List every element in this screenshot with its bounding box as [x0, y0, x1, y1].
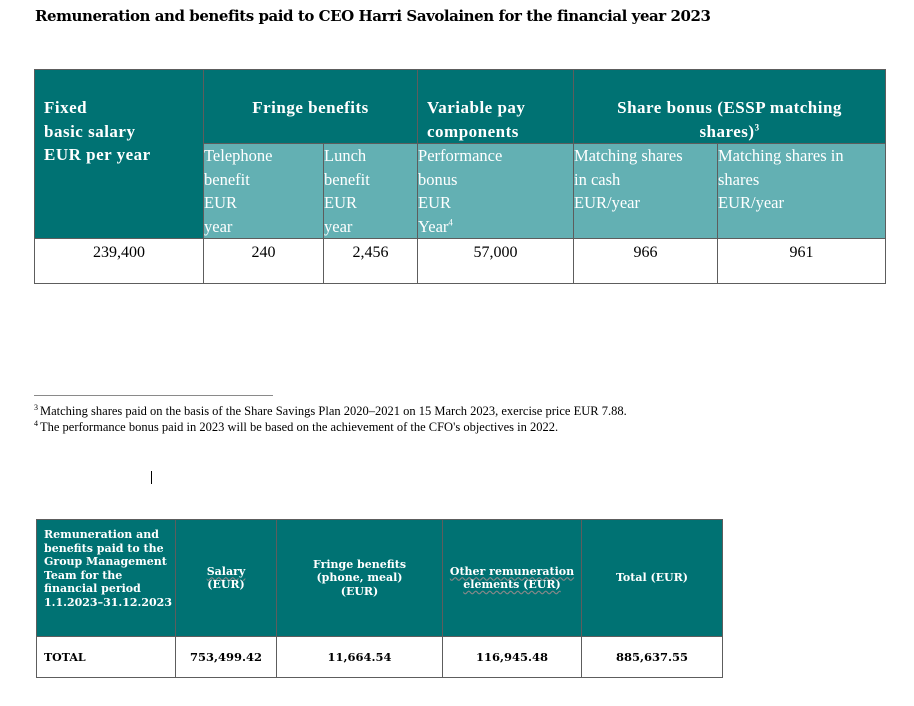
- table-row: [35, 239, 886, 284]
- performance-bonus-header: [418, 144, 574, 239]
- other-header-line: elements (EUR): [463, 578, 561, 591]
- matching-cash-value: 966: [574, 239, 718, 284]
- salary-header-line: Salary: [206, 564, 246, 578]
- group-management-table: [36, 519, 723, 678]
- fixed-salary-header-line: basic salary: [44, 121, 136, 141]
- matching-shares-header-line: shares: [718, 169, 760, 189]
- performance-header-line: Year: [418, 216, 449, 236]
- total-header: [582, 520, 723, 637]
- footnote: [34, 403, 627, 419]
- fringe-header-line: (EUR): [340, 584, 379, 598]
- matching-shares-header-line: EUR/year: [718, 193, 784, 212]
- footnote-marker: 3: [34, 403, 38, 412]
- fringe-value: 11,664.54: [277, 637, 443, 678]
- ceo-remuneration-table: [34, 69, 886, 284]
- total-value: 885,637.55: [582, 637, 723, 678]
- fringe-header-line: Fringe benefits: [312, 557, 407, 571]
- performance-header-line: bonus: [418, 169, 458, 189]
- telephone-value: 240: [204, 239, 324, 284]
- share-bonus-header-line: shares): [699, 121, 755, 141]
- text-cursor: [151, 471, 152, 484]
- lunch-header-line: year: [324, 216, 353, 236]
- lunch-header-line: benefit: [324, 169, 370, 189]
- matching-cash-header-line: EUR/year: [574, 193, 640, 212]
- footnote-divider: [34, 395, 273, 396]
- table-row: [37, 637, 723, 678]
- footnote: [34, 419, 558, 435]
- variable-pay-header-line: components: [427, 121, 519, 141]
- fringe-header-line: (phone, meal): [316, 571, 403, 585]
- footnote-marker: 4: [34, 419, 38, 428]
- footnote-marker: 4: [448, 217, 453, 227]
- lunch-benefit-header: [324, 144, 418, 239]
- fixed-salary-header-line: Fixed: [44, 98, 88, 117]
- row-label: TOTAL: [37, 637, 176, 678]
- matching-cash-header-line: Matching shares: [574, 146, 683, 165]
- salary-value: 753,499.42: [176, 637, 277, 678]
- performance-header-line: Performance: [418, 146, 503, 165]
- matching-cash-header-line: in cash: [574, 169, 621, 189]
- period-header-line: financial period: [44, 582, 141, 595]
- period-header-line: 1.1.2023–31.12.2023: [44, 595, 172, 609]
- performance-bonus-value: 57,000: [418, 239, 574, 284]
- performance-header-line: EUR: [418, 193, 452, 212]
- telephone-header-line: Telephone: [204, 146, 273, 165]
- fixed-salary-header: [35, 70, 204, 239]
- salary-header: [176, 520, 277, 637]
- telephone-header-line: EUR: [204, 193, 237, 212]
- lunch-header-line: Lunch: [324, 146, 367, 165]
- period-header-line: Team for the: [44, 568, 123, 582]
- footnote-text: The performance bonus paid in 2023 will be based on the achievement of the CFO's objectives in 2022.: [40, 420, 559, 435]
- period-description-header: [37, 520, 176, 637]
- share-bonus-header-line: Share bonus (ESSP matching: [617, 98, 842, 117]
- share-bonus-header: [574, 70, 886, 144]
- variable-pay-header-line: Variable pay: [427, 98, 526, 117]
- variable-pay-header: [418, 70, 574, 144]
- fixed-salary-header-line: EUR per year: [44, 145, 151, 164]
- fringe-benefits-header: [204, 70, 418, 144]
- period-header-line: benefits paid to the: [44, 541, 164, 555]
- matching-shares-value: 961: [718, 239, 886, 284]
- period-header-line: Group Management: [44, 555, 167, 568]
- footnote-text: Matching shares paid on the basis of the Share Savings Plan 2020–2021 on 15 March 2023, exercise price EUR 7.88.: [40, 404, 627, 419]
- other-header-line: Other remuneration: [449, 564, 575, 578]
- telephone-benefit-header: [204, 144, 324, 239]
- page-title: Remuneration and benefits paid to CEO Harri Savolainen for the financial year 2023: [35, 7, 711, 25]
- salary-header-line: (EUR): [207, 578, 245, 591]
- period-header-line: Remuneration and: [44, 528, 159, 541]
- matching-cash-header: [574, 144, 718, 239]
- telephone-header-line: benefit: [204, 169, 250, 189]
- fringe-benefits-header: [277, 520, 443, 637]
- lunch-header-line: EUR: [324, 193, 357, 212]
- fringe-benefits-header-text: Fringe benefits: [252, 98, 369, 117]
- other-value: 116,945.48: [443, 637, 582, 678]
- other-remuneration-header: [443, 520, 582, 637]
- lunch-value: 2,456: [324, 239, 418, 284]
- matching-shares-header: [718, 144, 886, 239]
- footnote-marker: 3: [754, 121, 760, 132]
- total-header-text: Total (EUR): [615, 571, 688, 585]
- matching-shares-header-line: Matching shares in: [718, 146, 844, 165]
- fixed-salary-value: 239,400: [35, 239, 204, 284]
- telephone-header-line: year: [204, 216, 233, 236]
